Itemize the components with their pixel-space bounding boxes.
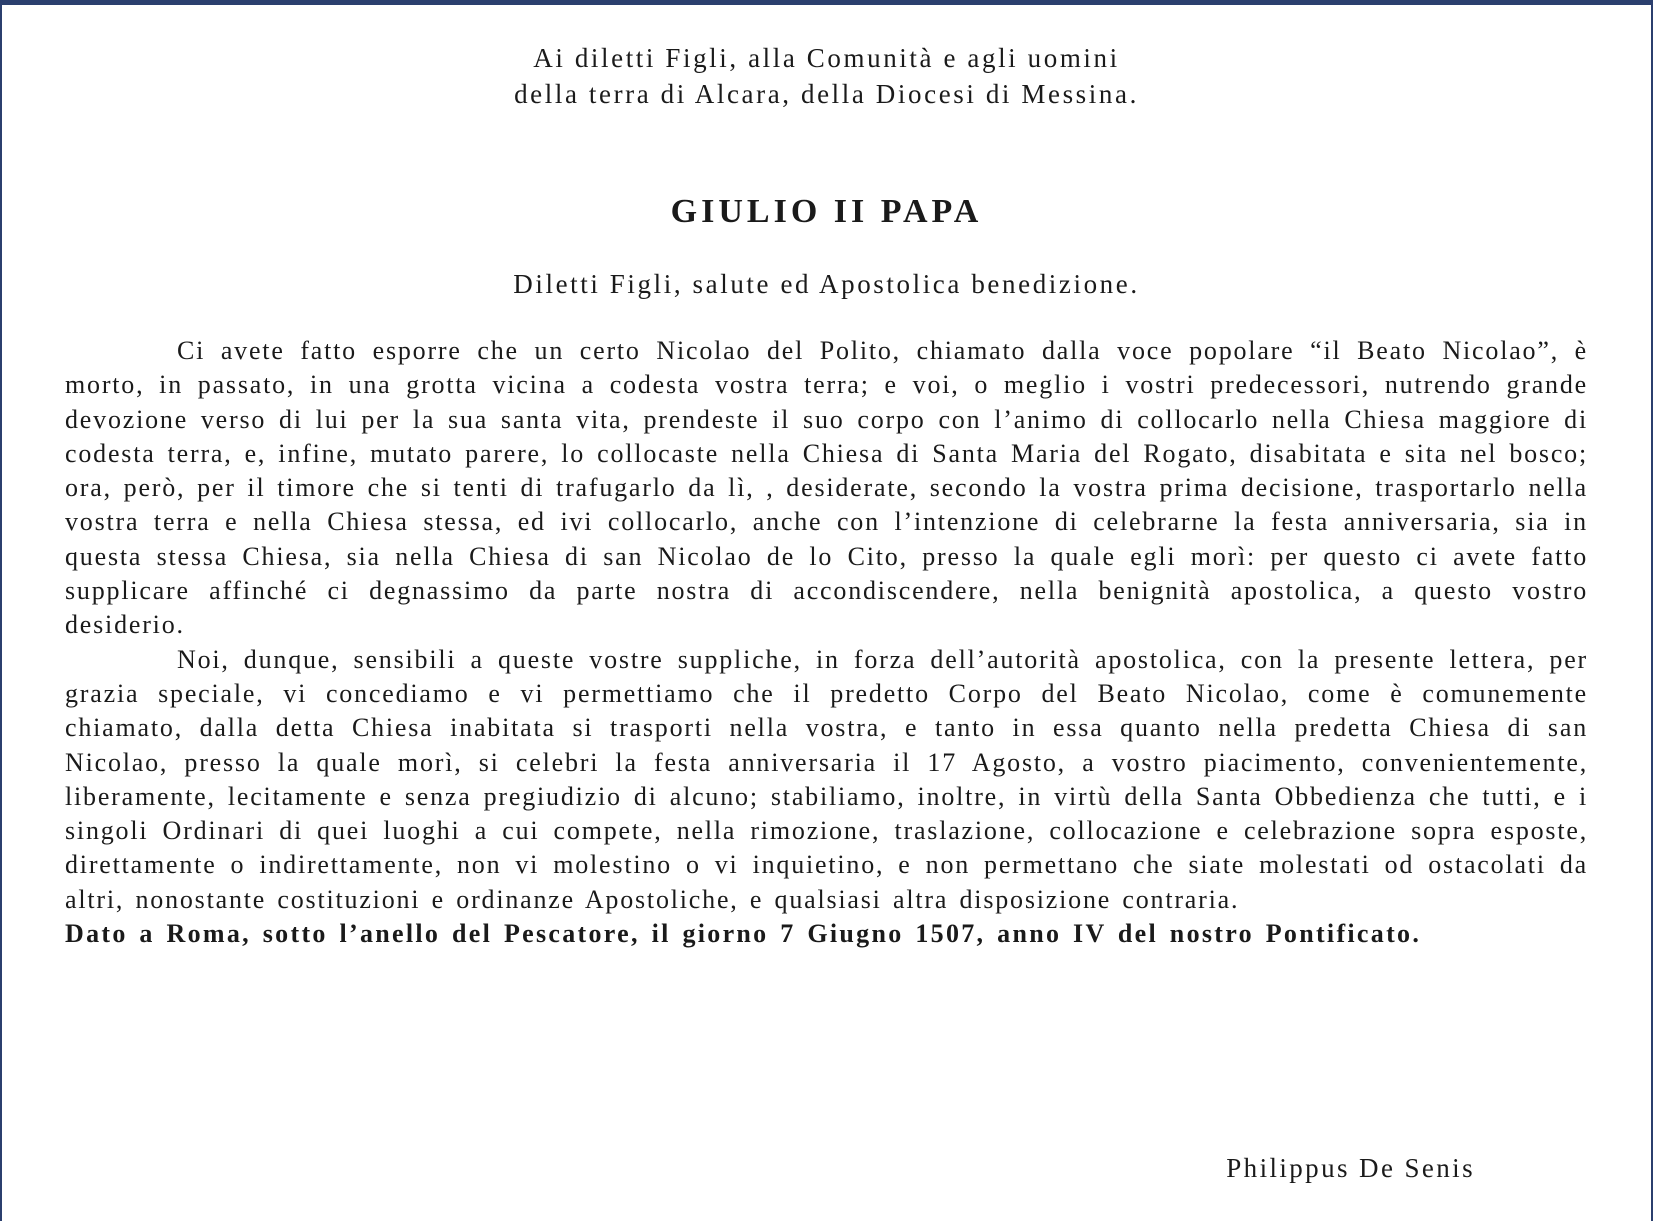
closing-dateline: Dato a Roma, sotto l’anello del Pescatore, il giorno 7 Giugno 1507, anno IV del nostro Pontificato. <box>65 919 1422 949</box>
paragraph-request: Ci avete fatto esporre che un certo Nicolao del Polito, chiamato dalla voce popolare “il Beato Nicolao”, è morto, in passato, in una grotta vicina a codesta vostra terra; e voi, o meglio i vostri predecessori, nutrendo grande devozione verso di lui per la sua santa vita, prendeste il suo corpo con l’animo di collocarlo nella Chiesa maggiore di codesta terra, e, infine, mutato parere, lo collocaste nella Chiesa di Santa Maria del Rogato, disabitata e sita nel bosco; ora, però, per il timore che si tenti di trafugarlo da lì, , desiderate, secondo la vostra prima decisione, trasportarlo nella vostra terra e nella Chiesa stessa, ed ivi collocarlo, anche con l’intenzione di celebrarne la festa anniversaria, sia in questa stessa Chiesa, sia nella Chiesa di san Nicolao de lo Cito, presso la quale egli morì: per questo ci avete fatto supplicare affinché ci degnassimo da parte nostra di accondiscendere, nella benignità apostolica, a questo vostro desiderio. <box>65 336 1588 640</box>
signature: Philippus De Senis <box>1226 1153 1475 1183</box>
address-line-2: della terra di Alcara, della Diocesi di Messina. <box>514 79 1139 109</box>
letter-body <box>65 334 1588 951</box>
greeting: Diletti Figli, salute ed Apostolica benedizione. <box>513 269 1140 299</box>
document-title: GIULIO II PAPA <box>670 193 983 230</box>
address-line-1: Ai diletti Figli, alla Comunità e agli uomini <box>533 43 1120 73</box>
paragraph-concession: Noi, dunque, sensibili a queste vostre suppliche, in forza dell’autorità apostolica, con la presente lettera, per grazia speciale, vi concediamo e vi permettiamo che il predetto Corpo del Beato Nicolao, come è comunemente chiamato, dalla detta Chiesa inabitata si trasporti nella vostra, e tanto in essa quanto nella predetta Chiesa di san Nicolao, presso la quale morì, si celebri la festa anniversaria il 17 Agosto, a vostro piacimento, convenientemente, liberamente, lecitamente e senza pregiudizio di alcuno; stabiliamo, inoltre, in virtù della Santa Obbedienza che tutti, e i singoli Ordinari di quei luoghi a cui compete, nella rimozione, traslazione, collocazione e celebrazione sopra esposte, direttamente o indirettamente, non vi molestino o vi inquietino, e non permettano che siate molestati od ostacolati da altri, nonostante costituzioni e ordinanze Apostoliche, e qualsiasi altra disposizione contraria. <box>65 644 1588 914</box>
